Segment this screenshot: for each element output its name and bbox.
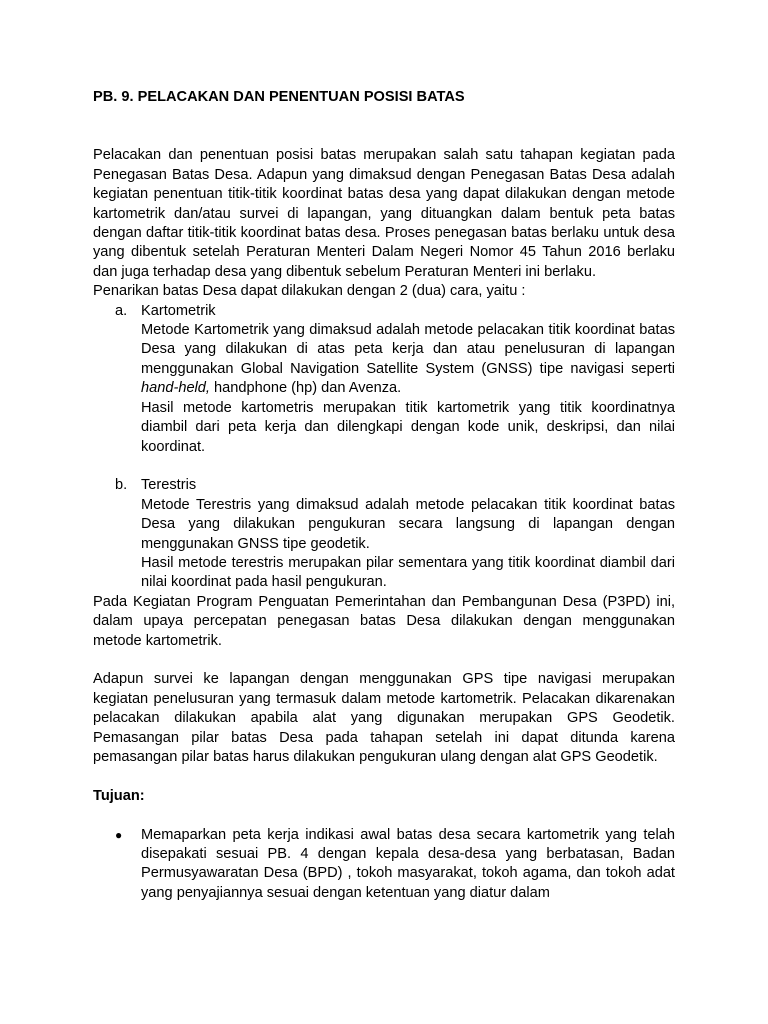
spacer [93,107,675,146]
method-description-text: Metode Kartometrik yang dimaksud adalah metode pelacakan titik koordinat batas Desa yang dilakukan di atas peta kerja dan atau penelusuran di lapangan menggunakan Global Navigation Satellite System (GNSS) tipe navigasi seperti [141,322,675,377]
method-item-kartometrik [93,302,675,321]
spacer [93,457,675,476]
list-marker: a. [115,302,128,319]
survey-paragraph: Adapun survei ke lapangan dengan menggunakan GPS tipe navigasi merupakan kegiatan penelusuran yang termasuk dalam metode kartometrik. Pelacakan dikarenakan pelacakan dilakukan apabila alat yang digunakan merupakan GPS Geodetik. Pemasangan pilar batas Desa pada tahapan setelah ini dapat ditunda karena pemasangan pilar batas harus dilakukan pengukuran ulang dengan alat GPS Geodetik. [93,671,675,765]
method-description [141,321,675,399]
method-name: Terestris [141,477,197,494]
method-body-terestris [93,496,675,593]
methods-lead: Penarikan batas Desa dapat dilakukan dengan 2 (dua) cara, yaitu : [93,283,526,300]
intro-paragraph: Pelacakan dan penentuan posisi batas merupakan salah satu tahapan kegiatan pada Penegasan Batas Desa. Adapun yang dimaksud dengan Penegasan Batas Desa adalah kegiatan penentuan titik-titik koordinat batas desa yang dapat dilakukan dengan metode kartometrik dan/atau survei di lapangan, yang dituangkan dalam bentuk peta batas dengan daftar titik-titik koordinat batas desa. Proses penegasan batas berlaku untuk desa yang dibentuk setelah Peraturan Menteri Dalam Negeri Nomor 45 Tahun 2016 berlaku dan juga terhadap desa yang dibentuk sebelum Peraturan Menteri ini berlaku. [93,147,675,280]
spacer [93,651,675,670]
p3pd-paragraph: Pada Kegiatan Program Penguatan Pemerintahan dan Pembangunan Desa (P3PD) ini, dalam upaya percepatan penegasan batas Desa dilakukan dengan menggunakan metode kartometrik. [93,593,675,649]
method-result: Hasil metode kartometris merupakan titik kartometrik yang titik koordinatnya diambil dari peta kerja dan dilengkapi dengan kode unik, deskripsi, dan nilai koordinat. [141,399,675,455]
method-description-text-end: handphone (hp) dan Avenza. [209,380,402,397]
section-title: PB. 9. PELACAKAN DAN PENENTUAN POSISI BATAS [93,89,465,105]
method-item-terestris [93,476,675,495]
goal-text: Memaparkan peta kerja indikasi awal batas desa secara kartometrik yang telah disepakati sesuai PB. 4 dengan kepala desa-desa yang berbatasan, Badan Permusyawaratan Desa (BPD) , tokoh masyarakat, tokoh agama, dan tokoh adat yang penyajiannya sesuai dengan ketentuan yang diatur dalam [141,826,675,901]
spacer [93,767,675,786]
list-marker: b. [115,477,128,494]
spacer [93,806,675,825]
document-content [93,88,675,903]
method-result: Hasil metode terestris merupakan pilar sementara yang titik koordinat diambil dari nilai koordinat pada hasil pengukuran. [141,554,675,591]
method-body-kartometrik [93,321,675,457]
bullet-icon: ● [115,827,123,842]
method-description-italic: hand-held, [141,380,210,397]
goals-heading: Tujuan: [93,787,145,804]
method-name: Kartometrik [141,302,216,319]
method-description: Metode Terestris yang dimaksud adalah metode pelacakan titik koordinat batas Desa yang dilakukan pengukuran secara langsung di lapangan dengan menggunakan GNSS tipe geodetik. [141,496,675,552]
goal-item [93,826,675,904]
